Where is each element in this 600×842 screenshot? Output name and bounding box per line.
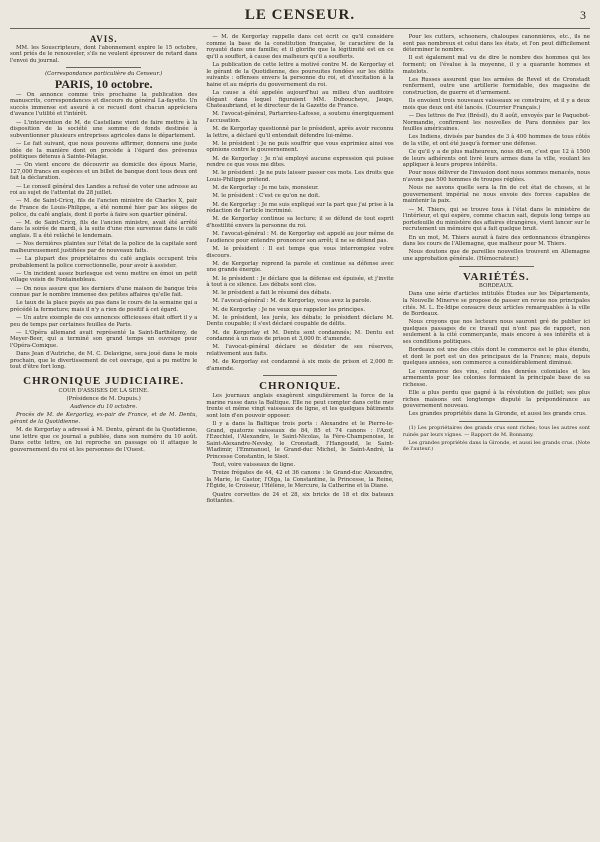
article-paragraph: — Le fait suivant, que nous pouvons affirmer, donnera une juste idée de la manière dont on procède à l'égard des prévenus politiques détenus à Sainte-Pélagie.: [10, 140, 198, 161]
article-paragraph: — La plupart des propriétaires du café anglais occupent très probablement la police correctionnelle, pour avoir à assister.: [10, 255, 198, 269]
chronique-paragraph: Tout, voire vaisseaux de ligne.: [212, 462, 296, 469]
divider: [459, 266, 534, 267]
article-paragraph: M. de Kergorlay reprend la parole et continue sa défense avec une grande énergie.: [206, 260, 394, 274]
bordeaux-subheading: BORDEAUX.: [478, 283, 514, 290]
article-paragraph: M. de Kergorlay continue sa lecture; il se défend de tout esprit d'hostilité envers la personne du roi.: [206, 216, 394, 229]
footnote: (1) Les propriétaires des grands crus sont riches; tous les autres sont ruinés par leurs vignes. — Rapport de M. Bonnamy.: [402, 424, 590, 438]
page-number: 3: [580, 8, 586, 22]
column-3: [403, 34, 590, 839]
col3-articles: [403, 34, 590, 263]
article-paragraph: M. l'avocat-général : M. de Kergorlay, vous avez la parole.: [212, 298, 372, 305]
article-paragraph: — M. de Saint-Cricq, fils de l'ancien ministre, avait été arrêté dans la soirée de mardi, à la suite d'une rixe survenue dans le café anglais. Il a été relâché le lendemain.: [10, 219, 198, 239]
article-paragraph: Les Indiens, divisés par bandes de 3 à 400 hommes de tous côtés de la ville, et ont été jusqu'à former une défense.: [402, 134, 590, 147]
article-paragraph: — L'intervention de M. de Castellane vient de faire mettre à la disposition de la société une somme de fonds destinée à subventionner plusieurs entreprises agricoles dans le département.: [10, 119, 198, 139]
varietes-articles: [403, 291, 590, 418]
article-paragraph: La cause a été appelée aujourd'hui au milieu d'un auditoire élégant dans lequel figuraient MM. Duboucheye, Jauge, Chateaubriand, et le directeur de la Gazette de France.: [206, 89, 394, 110]
article-paragraph: M. de Kergorlay : Je n'ai employé aucune expression qui puisse rendre ce que vous me dites.: [206, 155, 394, 169]
article-paragraph: Les Russes assurent que les armées de Revel et de Cronstadt renferment, outre une artillerie formidable, des magasins de construction, de guerre et d'armement.: [402, 76, 590, 96]
article-paragraph: — M. de Saint-Cricq, fils de l'ancien ministre de Charles X, pair de France de Louis-Philippe, a été nommé hier par les sièges de police, du café anglais, dont il porte à faire son quartier général.: [10, 198, 198, 218]
article-paragraph: Le taux de la place payés au pas dans le cours de la semaine qui a précédé la fermeture; mais il n'y a rien de positif à cet égard.: [10, 300, 198, 313]
article-paragraph: M. le président : Je déclare que la défense est épuisée, et j'invite à tout à ce silence. Les débats sont clos.: [206, 275, 394, 289]
article-paragraph: M. le président : C'est ce qu'on ne doit.: [212, 193, 321, 200]
article-paragraph: Dans Jean d'Autriche, de M. C. Delavigne, sera joué dans le mois prochain, que le divertissement de cet ouvrage, qui a pu mettre le tout d'être fort long.: [10, 351, 198, 371]
chronique-paragraph: Les journaux anglais exagèrent singulièrement la force de la marine russe dans la Baltique. Elle ne peut compter dans cette mer trente et même vingt vaisseaux de ligne, et les quelques bâtiments sont loin d'en pouvoir opposer.: [206, 392, 394, 419]
article-paragraph: — Nos dernières plaintes sur l'état de la police de la capitale sont malheureusement justifiées par de nouveaux faits.: [10, 241, 198, 254]
chronique-paragraph: Treize frégates de 44, 42 et 36 canons : le Grand-duc Alexandre, la Marie, le Castor, l'Olga, la Constantine, la Princesse, la Reine, l'Égide, le Croiseur, l'Hélène, le Mercure, la Catherine et la Diane.: [206, 470, 394, 490]
article-paragraph: — Un autre exemple de ces annonces officieuses était offert il y a peu de temps par certaines feuilles de Paris.: [10, 315, 198, 328]
proces-text: M. de Kergorlay a adressé à M. Dentu, gérant de la Quotidienne, une lettre que ce journal a publiée, dans son numéro du 10 août. Dans cette lettre, on lui reproche un passage où il attaque le gouvernement du roi et les personnes de l'Ouest.: [10, 426, 198, 453]
article-paragraph: — Un incident assez burlesque est venu mettre en émoi un petit village voisin de Fontainebleau.: [10, 270, 198, 284]
article-paragraph: — On nous assure que les derniers d'une maison de banque très connue par le nombre immense des petites affaires qu'elle fait.: [10, 285, 198, 299]
varietes-paragraph: Les grandes propriétés dans la Gironde, et aussi les grands crus.: [408, 411, 587, 418]
article-paragraph: La publication de cette lettre a motivé contre M. de Kergorlay et le gérant de la Quotidienne, des poursuites fondées sur les délits suivants : offenses envers la personne du roi, et d'excitation à la haine et au mépris du gouvernement du roi.: [206, 61, 394, 88]
correspondance-note: (Correspondance particulière du Censeur.): [45, 71, 163, 78]
article-paragraph: M. de Kergorlay : Je me tais, monsieur.: [212, 185, 319, 192]
article-paragraph: M. de Kergorlay et M. Dentu sont condamnés; M. Dentu est condamné à un mois de prison et 3,000 fr. d'amende.: [206, 329, 394, 343]
dateline: PARIS, 10 octobre.: [54, 76, 153, 91]
article-paragraph: Pour nous délivrer de l'invasion dont nous sommes menacés, nous n'avons pas 500 hommes de troupes réglées.: [402, 170, 590, 184]
article-paragraph: M. le président : Il est temps que vous interrompiez votre discours.: [206, 245, 394, 259]
col2-articles: [206, 34, 393, 372]
avis-heading: AVIS.: [89, 34, 118, 44]
chronique-paragraph: Il y a dans la Baltique trois ports : Alexandre et le Pierre-le-Grand, quatorze vaisseaux de 84, 85 et 74 canons : l'Azof, l'Ezechiel, l'Alexandre, le Saint-Nicolas, la Fère-Champenoise, le Saint-Alexandre-Nevsky, le Cronstadt, l'Hangoudd, le Saint-Wladimir, l'Emmanuel, le Grand-duc Michel, le Saint-André, la Princesse Constantin, le Sisoï.: [206, 420, 394, 460]
columns: [10, 29, 590, 839]
article-paragraph: — M. Thiers, qui se trouve tous à l'état dans le ministère de l'intérieur, et qui espère, comme chacun sait, depuis long temps au portefeuille du ministère des affaires étrangères, vient lancer sur le recrutement un mémoire qui a fait quelque bruit.: [402, 206, 590, 233]
presidence: (Présidence de M. Dupuis.): [66, 395, 141, 402]
chronique-judiciaire-heading: CHRONIQUE JUDICIAIRE.: [23, 375, 185, 388]
article-paragraph: Pour les cutters, schooners, chaloupes canonnières, etc., ils ne sont pas nombreux et celui dans les états, et l'on peut difficilement déterminer le nombre.: [402, 34, 590, 54]
article-paragraph: M. de Kergorlay : Je me suis expliqué sur la part que j'ai prise à la rédaction de l'article incriminé.: [206, 201, 394, 215]
varietes-paragraph: Le commerce des vins, celui des denrées coloniales et les armements pour les colonies formaient la principale base de sa richesse.: [402, 368, 590, 388]
col1-articles: [10, 92, 197, 371]
divider: [66, 67, 141, 68]
varietes-heading: VARIÉTÉS.: [463, 270, 530, 283]
article-paragraph: Nous doutons que de pareilles nouvelles trouvent en Allemagne une approbation générale. (Hémocrateur.): [402, 249, 590, 262]
avis-text: MM. les Souscripteurs, dont l'abonnement expire le 15 octobre, sont priés de le renouveler, s'ils ne veulent éprouver de retard dans l'envoi du journal.: [10, 44, 198, 64]
column-1: [10, 34, 197, 839]
chronique-articles: [206, 393, 393, 505]
article-paragraph: En un mot, M. Thiers aurait à faire des ordonnances étrangères dans les cours de l'Allemagne, que malheur pour M. Thiers.: [402, 234, 590, 248]
article-paragraph: — Le conseil général des Landes a refusé de voter une adresse au roi au sujet de l'attentat du 28 juillet.: [10, 183, 198, 197]
article-paragraph: Nous ne savons quelle sera la fin de cet état de choses, si le gouvernement impérial ne nous envoie des forces capables de maintenir la paix.: [402, 185, 590, 205]
article-paragraph: — L'Opéra allemand avait représenté la Saint-Barthélemy, de Meyer-Beer, qui a terminé son grand temps un ouvrage pour l'Opéra-Comique.: [10, 329, 198, 350]
chronique-heading: CHRONIQUE.: [259, 380, 341, 393]
divider: [263, 375, 338, 376]
article-paragraph: M. de Kergorlay est condamné à six mois de prison et 2,000 fr. d'amende.: [206, 359, 394, 372]
article-paragraph: M. l'avocat-général déclare se désister de ses réserves, relativement aux faits.: [206, 344, 394, 357]
article-paragraph: Ils envoient trois nouveaux vaisseaux se construire, et il y a deux mois que deux ont été lancés. (Courrier Français.): [402, 98, 590, 111]
varietes-paragraph: Dans une série d'articles intitulés Études sur les Départements, la Nouvelle Minerve se propose de passer en revue nos principales cités. M. L. Ex-Idipe consacre deux articles remarquables à la ville de Bordeaux.: [402, 291, 590, 318]
proces-title: Procès de M. de Kergorlay, ex-pair de France, et de M. Dentu, gérant de la Quotidienne.: [10, 412, 198, 425]
article-paragraph: — M. de Kergorlay rappelle dans cet écrit ce qu'il considère comme la base de la constitution française, le caractère de la royauté dans une famille; et il glorifie que la légitimité est en ce qu'il a souffert, à cause des malheurs qu'il a soufferts.: [206, 34, 394, 60]
article-paragraph: M. le président : Je ne puis souffrir que vous exprimiez ainsi vos opinions contre le gouvernement.: [206, 140, 394, 154]
article-paragraph: — Des lettres de Fez (Brésil), du 8 août, envoyés par le Paquebot-Normandie, confirment les nouvelles de Para données par les feuilles américaines.: [402, 112, 590, 133]
article-paragraph: M. le président : Je ne puis laisser passer ces mots. Les droits que Louis-Philippe prétend.: [206, 170, 394, 184]
varietes-paragraph: Nous croyons que nos lecteurs nous sauront gré de publier ici quelques passages de ce travail qui n'ont pas de rapport, non seulement à la cité commerçante, mais encore à ses intérêts et à ses conditions politiques.: [402, 319, 590, 346]
article-paragraph: — On annonce comme très prochaine la publication des manuscrits, correspondances et discours du général La-fayette. Un succès immense est assuré à ce recueil dont chacun appréciera d'avance l'utilité et l'intérêt.: [10, 91, 198, 118]
varietes-paragraph: Bordeaux est une des cités dont le commerce est le plus étendu, et dont le port est un des principaux de la France; mais, depuis quelques années, son commerce a considérablement diminué.: [402, 347, 590, 367]
article-paragraph: M. l'avocat-général, Partarrieu-Lafosse, a soutenu énergiquement l'accusation.: [206, 111, 394, 124]
court-name: COUR D'ASSISES DE LA SEINE.: [58, 387, 149, 394]
article-paragraph: M. de Kergorlay : Je ne veux que rappeler les principes.: [212, 306, 366, 313]
footnote: Les grandes propriétés dans la Gironde, et aussi les grands crus. (Note de l'auteur.): [402, 439, 590, 453]
newspaper-title: LE CENSEUR.: [244, 7, 356, 23]
article-paragraph: M. de Kergorlay questionné par le président, après avoir reconnu la lettre, a déclaré qu'il entendait défendre lui-même.: [206, 126, 394, 139]
article-paragraph: Il est également mal vu de dire le nombre des hommes qui les forment; on l'évalue à la moyenne, il y a quarante hommes et matelots.: [402, 55, 590, 75]
masthead: [10, 6, 590, 29]
varietes-paragraph: Elle a plus perdu que gagné à la révolution de juillet; ses plus riches maisons ont longtemps disputé la prépondérance au gouvernement nouveau.: [402, 390, 590, 410]
chronique-paragraph: Quatre corvettes de 24 et 28, six bricks de 18 et dix bateaux flottantes.: [206, 491, 394, 505]
article-paragraph: — On vient encore de découvrir au domicile des époux Marie, 127,000 francs en espèces et un billet de banque dont tous deux ont fait la déclaration.: [10, 162, 198, 182]
article-paragraph: M. l'avocat-général : M. de Kergorlay est appelé au jour même de l'audience pour entendre prononcer son arrêt; il ne se défend pas.: [206, 231, 394, 244]
footnotes: [403, 425, 590, 453]
column-2: [206, 34, 393, 839]
divider: [459, 421, 534, 422]
article-paragraph: M. le président a fait le résumé des débats.: [212, 290, 332, 297]
article-paragraph: M. le président, les jurés, les débats; le président déclare M. Dentu coupable; il s'est déclaré coupable de délits.: [206, 314, 394, 328]
article-paragraph: Ce qu'il y a de plus malheureux, nous dit-on, c'est que 12 à 1500 de leurs adhérents ont livré leurs armes dans la ville, voulant les appliquer à leurs propres intérêts.: [402, 149, 590, 169]
audience-date: Audience du 10 octobre.: [70, 404, 138, 410]
